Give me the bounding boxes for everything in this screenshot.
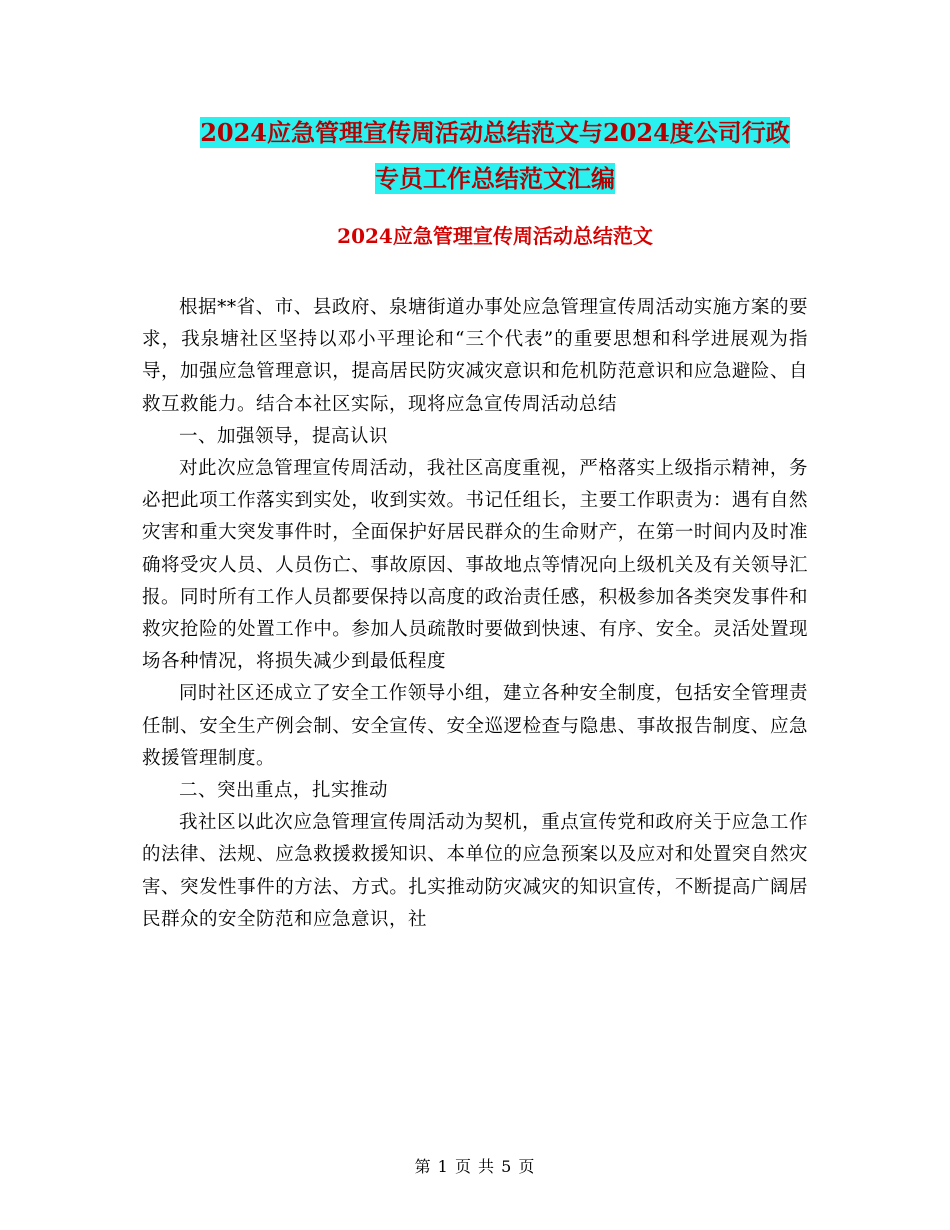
document-title-line-2: 专员工作总结范文汇编 <box>375 164 615 193</box>
paragraph-safety-group: 同时社区还成立了安全工作领导小组，建立各种安全制度，包括安全管理责任制、安全生产例会制、安全宣传、安全巡逻检查与隐患、事故报告制度、应急救援管理制度。 <box>142 683 808 769</box>
paragraph-promotion: 我社区以此次应急管理宣传周活动为契机，重点宣传党和政府关于应急工作的法律、法规、应急救援救援知识、本单位的应急预案以及应对和处置突自然灾害、突发性事件的方法、方式。扎实推动防灾减灾的知识宣传，不断提高广阔居民群众的安全防范和应急意识，社 <box>142 812 808 930</box>
paragraph-intro: 根据**省、市、县政府、泉塘街道办事处应急管理宣传周活动实施方案的要求，我泉塘社区坚持以邓小平理论和“三个代表”的重要思想和科学进展观为指导，加强应急管理意识，提高居民防灾减灾意识和危机防范意识和应急避险、自救互救能力。结合本社区实际，现将应急宣传周活动总结 <box>142 297 808 415</box>
page-footer: 第 1 页 共 5 页 <box>414 1157 536 1176</box>
document-title <box>140 110 850 202</box>
document-body <box>142 292 808 936</box>
paragraph-leadership: 对此次应急管理宣传周活动，我社区高度重视，严格落实上级指示精神，务必把此项工作落实到实处，收到实效。书记任组长，主要工作职责为：遇有自然灾害和重大突发事件时，全面保护好居民群众的生命财产，在第一时间内及时准确将受灾人员、人员伤亡、事故原因、事故地点等情况向上级机关及有关领导汇报。同时所有工作人员都要保持以高度的政治责任感，积极参加各类突发事件和救灾抢险的处置工作中。参加人员疏散时要做到快速、有序、安全。灵活处置现场各种情况，将损失减少到最低程度 <box>142 458 808 673</box>
document-title-line-1: 2024应急管理宣传周活动总结范文与2024度公司行政 <box>200 118 790 147</box>
heading-one: 一、加强领导，提高认识 <box>179 425 389 447</box>
heading-two: 二、突出重点，扎实推动 <box>179 780 389 802</box>
section-title: 2024应急管理宣传周活动总结范文 <box>337 224 653 248</box>
